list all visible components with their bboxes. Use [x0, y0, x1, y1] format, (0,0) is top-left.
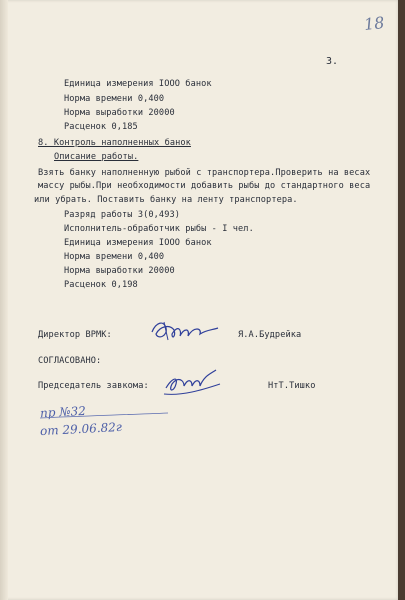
chairman-name: НтТ.Тишко	[268, 381, 316, 391]
handwritten-note-line: от 29.06.82г	[39, 419, 123, 439]
description-line: или убрать. Поставить банку на ленту транспортера.	[34, 195, 298, 205]
director-signature	[150, 318, 220, 344]
rate-line: Расценок 0,198	[64, 280, 138, 290]
handwritten-note-underline	[40, 403, 170, 439]
chairman-title: Председатель завкома:	[38, 381, 149, 391]
director-title: Директор ВРМК:	[38, 330, 112, 340]
worker-line: Исполнитель-обработчик рыбы - I чел.	[64, 224, 254, 234]
unit-of-measure-line: Единица измерения IOOO банок	[64, 238, 212, 248]
handwritten-note-line: пр №32	[39, 403, 87, 421]
time-norm-line: Норма времени 0,400	[64, 252, 165, 262]
folio-number: 18	[363, 12, 386, 35]
work-grade-line: Разряд работы 3(0,493)	[64, 210, 181, 220]
section-heading: 8. Контроль наполненных банок	[38, 138, 191, 148]
unit-of-measure-line: Единица измерения IOOO банок	[64, 79, 212, 89]
binding-margin	[0, 0, 8, 600]
description-line: массу рыбы.При необходимости добавить рыбы до стандартного веса	[38, 181, 371, 191]
output-norm-line: Норма выработки 20000	[64, 266, 175, 276]
director-name: Я.А.Будрейка	[238, 330, 302, 340]
description-line: Взять банку наполненную рыбой с транспортера.Проверить на весах	[38, 168, 371, 178]
output-norm-line: Норма выработки 20000	[64, 108, 175, 118]
page-edge	[398, 0, 405, 600]
chairman-signature	[162, 366, 224, 400]
section-subtitle: Описание работы.	[54, 152, 139, 162]
time-norm-line: Норма времени 0,400	[64, 94, 165, 104]
rate-line: Расценок 0,185	[64, 122, 138, 132]
agreed-label: СОГЛАСОВАНО:	[38, 356, 102, 366]
page-number: 3.	[326, 56, 339, 67]
